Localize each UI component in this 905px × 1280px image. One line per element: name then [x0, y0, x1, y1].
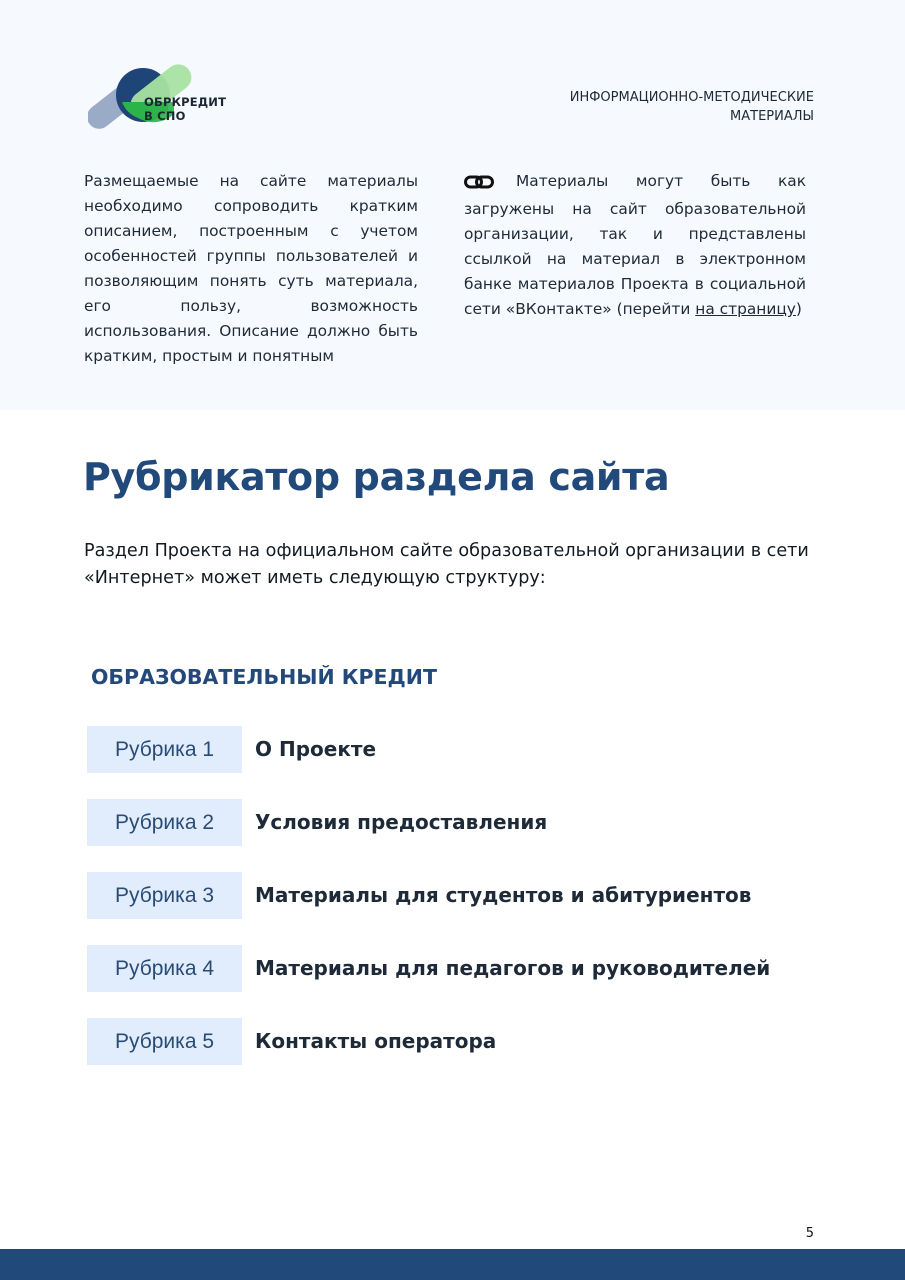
rubric-label: Условия предоставления [255, 810, 548, 834]
logo [88, 62, 238, 130]
section-title: Рубрикатор раздела сайта [83, 455, 670, 499]
logo-text-line2: В СПО [144, 109, 186, 123]
link-chain-icon [464, 172, 494, 197]
header-caption [514, 88, 814, 126]
rubric-row-4[interactable] [87, 945, 807, 992]
rubric-label: О Проекте [255, 737, 377, 761]
header-caption-line1: ИНФОРМАЦИОННО-МЕТОДИЧЕСКИЕ [569, 90, 814, 105]
rubric-tag: Рубрика 5 [87, 1018, 242, 1065]
rubric-tag: Рубрика 2 [87, 799, 242, 846]
note-right-tail: ) [795, 300, 802, 318]
logo-text-line1: ОБРКРЕДИТ [144, 95, 227, 109]
rubric-row-2[interactable] [87, 799, 807, 846]
rubric-label: Контакты оператора [255, 1029, 497, 1053]
note-right [464, 169, 806, 322]
rubric-label: Материалы для педагогов и руководителей [255, 956, 771, 980]
rubric-tag: Рубрика 4 [87, 945, 242, 992]
section-intro: Раздел Проекта на официальном сайте образовательной организации в сети «Интернет» может иметь следующую структуру: [84, 541, 809, 588]
page-number: 5 [805, 1226, 814, 1241]
block-title: ОБРАЗОВАТЕЛЬНЫЙ КРЕДИТ [91, 665, 437, 689]
note-right-text: Материалы могут быть как загружены на сайт образовательной организации, так и представлены ссылкой на материал в электронном банке материалов Проекта в социальной сети «ВКонтакте» (перейти [464, 172, 806, 318]
note-left: Размещаемые на сайте материалы необходимо сопроводить кратким описанием, построенным с учетом особенностей группы пользователей и позволяющим понять суть материала, его пользу, возможность использования. Описание должно быть кратким, простым и понятным [84, 172, 418, 365]
footer-bar [0, 1249, 905, 1280]
rubric-row-5[interactable] [87, 1018, 807, 1065]
rubric-label: Материалы для студентов и абитуриентов [255, 883, 752, 907]
header-caption-line2: МАТЕРИАЛЫ [730, 109, 814, 124]
rubric-tag: Рубрика 1 [87, 726, 242, 773]
logo-text [144, 95, 226, 123]
rubric-tag: Рубрика 3 [87, 872, 242, 919]
rubric-row-3[interactable] [87, 872, 807, 919]
rubric-row-1[interactable] [87, 726, 807, 773]
page-link[interactable]: на страницу [695, 300, 796, 318]
